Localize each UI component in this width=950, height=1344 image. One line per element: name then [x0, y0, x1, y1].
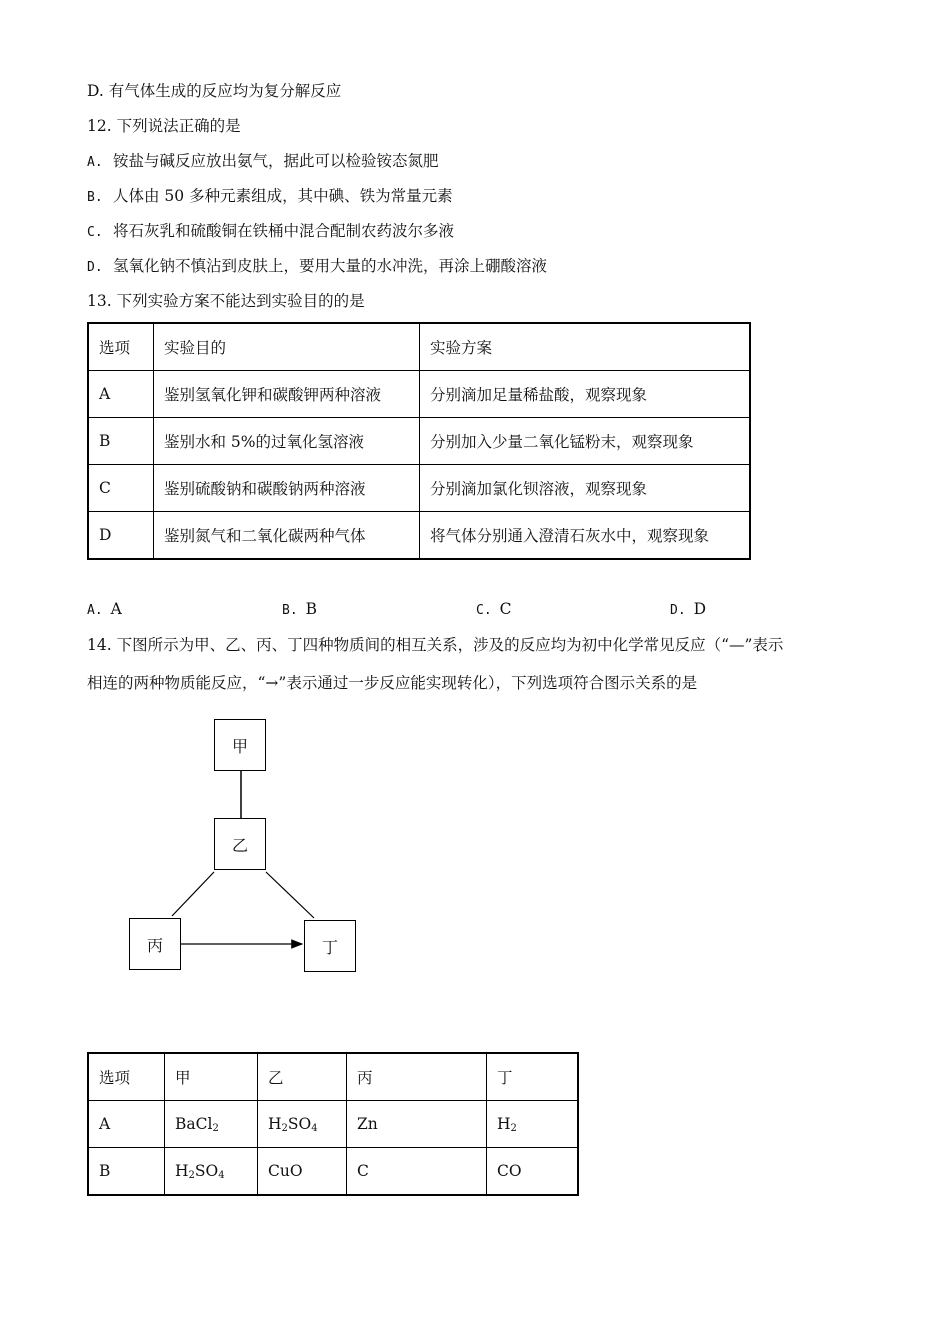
table-cell: A: [88, 1101, 165, 1148]
line-yi-bing: [172, 872, 214, 916]
table-cell: B: [88, 418, 154, 465]
table-cell: 鉴别水和 5%的过氧化氢溶液: [154, 418, 420, 465]
table-cell: C: [88, 465, 154, 512]
answer-text: C: [499, 600, 512, 618]
table-cell: A: [88, 371, 154, 418]
formula-sub: 2: [188, 1169, 195, 1181]
header-cell: 选项: [88, 323, 154, 371]
option-text: 将石灰乳和硫酸铜在铁桶中混合配制农药波尔多液: [113, 222, 455, 240]
answer-letter: A.: [87, 603, 103, 618]
table-cell: 分别滴加氯化钡溶液，观察现象: [420, 465, 751, 512]
table-cell: 分别滴加足量稀盐酸，观察现象: [420, 371, 751, 418]
table-cell: Zn: [347, 1101, 487, 1148]
table-cell: CuO: [258, 1148, 347, 1196]
formula-sub: 4: [311, 1122, 318, 1134]
header-cell: 实验目的: [154, 323, 420, 371]
formula-sub: 2: [281, 1122, 288, 1134]
option-letter: A.: [87, 155, 103, 170]
table-cell: D: [88, 512, 154, 560]
table-header-row: [88, 1053, 578, 1101]
formula-sub: 4: [218, 1169, 225, 1181]
table-row: [88, 1148, 578, 1196]
q11-option-d: D. 有气体生成的反应均为复分解反应: [87, 82, 342, 100]
table-cell: CO: [487, 1148, 579, 1196]
node-jia: 甲: [214, 719, 266, 771]
header-cell: 丙: [347, 1053, 487, 1101]
q14-stem-line2: 相连的两种物质能反应，“→”表示通过一步反应能实现转化），下列选项符合图示关系的是: [87, 674, 698, 692]
table-cell: [165, 1101, 258, 1148]
answer-text: A: [110, 600, 122, 618]
table-cell: 鉴别氢氧化钾和碳酸钾两种溶液: [154, 371, 420, 418]
table-cell: [165, 1148, 258, 1196]
formula-text: H: [268, 1114, 282, 1133]
node-ding: 丁: [304, 920, 356, 972]
answer-letter: D.: [670, 603, 686, 618]
formula-sub: 2: [510, 1122, 517, 1134]
option-text: 氢氧化钠不慎沾到皮肤上，要用大量的水冲洗，再涂上硼酸溶液: [113, 257, 548, 275]
table-cell: C: [347, 1148, 487, 1196]
table-cell: 鉴别硫酸钠和碳酸钠两种溶液: [154, 465, 420, 512]
q14-table: [87, 1052, 579, 1196]
table-cell: B: [88, 1148, 165, 1196]
answer-letter: C.: [476, 603, 492, 618]
header-cell: 实验方案: [420, 323, 751, 371]
table-cell: 鉴别氮气和二氧化碳两种气体: [154, 512, 420, 560]
q12-stem: 12. 下列说法正确的是: [87, 117, 241, 135]
formula-text: H: [497, 1114, 511, 1133]
option-letter: C.: [87, 225, 103, 240]
q14-stem-line1: 14. 下图所示为甲、乙、丙、丁四种物质间的相互关系，涉及的反应均为初中化学常见反应（“—”表示: [87, 636, 784, 654]
formula-text: SO: [287, 1114, 312, 1133]
table-cell: 分别加入少量二氧化锰粉末，观察现象: [420, 418, 751, 465]
option-text: 人体由 50 多种元素组成，其中碘、铁为常量元素: [113, 187, 453, 205]
option-letter: B.: [87, 190, 103, 205]
header-cell: 甲: [165, 1053, 258, 1101]
formula-sub: 2: [212, 1122, 219, 1134]
table-row: [88, 1101, 578, 1148]
answer-text: B: [305, 600, 318, 618]
formula-text: H: [175, 1161, 189, 1180]
answer-letter: B.: [282, 603, 298, 618]
answer-text: D: [693, 600, 707, 618]
header-cell: 丁: [487, 1053, 579, 1101]
header-cell: 乙: [258, 1053, 347, 1101]
option-letter: D.: [87, 260, 103, 275]
line-yi-ding: [266, 872, 314, 918]
table-cell: 将气体分别通入澄清石灰水中，观察现象: [420, 512, 751, 560]
formula-text: BaCl: [175, 1114, 213, 1133]
header-cell: 选项: [88, 1053, 165, 1101]
table-cell: [258, 1101, 347, 1148]
option-text: 铵盐与碱反应放出氨气，据此可以检验铵态氮肥: [113, 152, 439, 170]
node-yi: 乙: [214, 818, 266, 870]
node-bing: 丙: [129, 918, 181, 970]
table-cell: [487, 1101, 579, 1148]
formula-text: SO: [194, 1161, 219, 1180]
q13-stem: 13. 下列实验方案不能达到实验目的的是: [87, 292, 365, 310]
